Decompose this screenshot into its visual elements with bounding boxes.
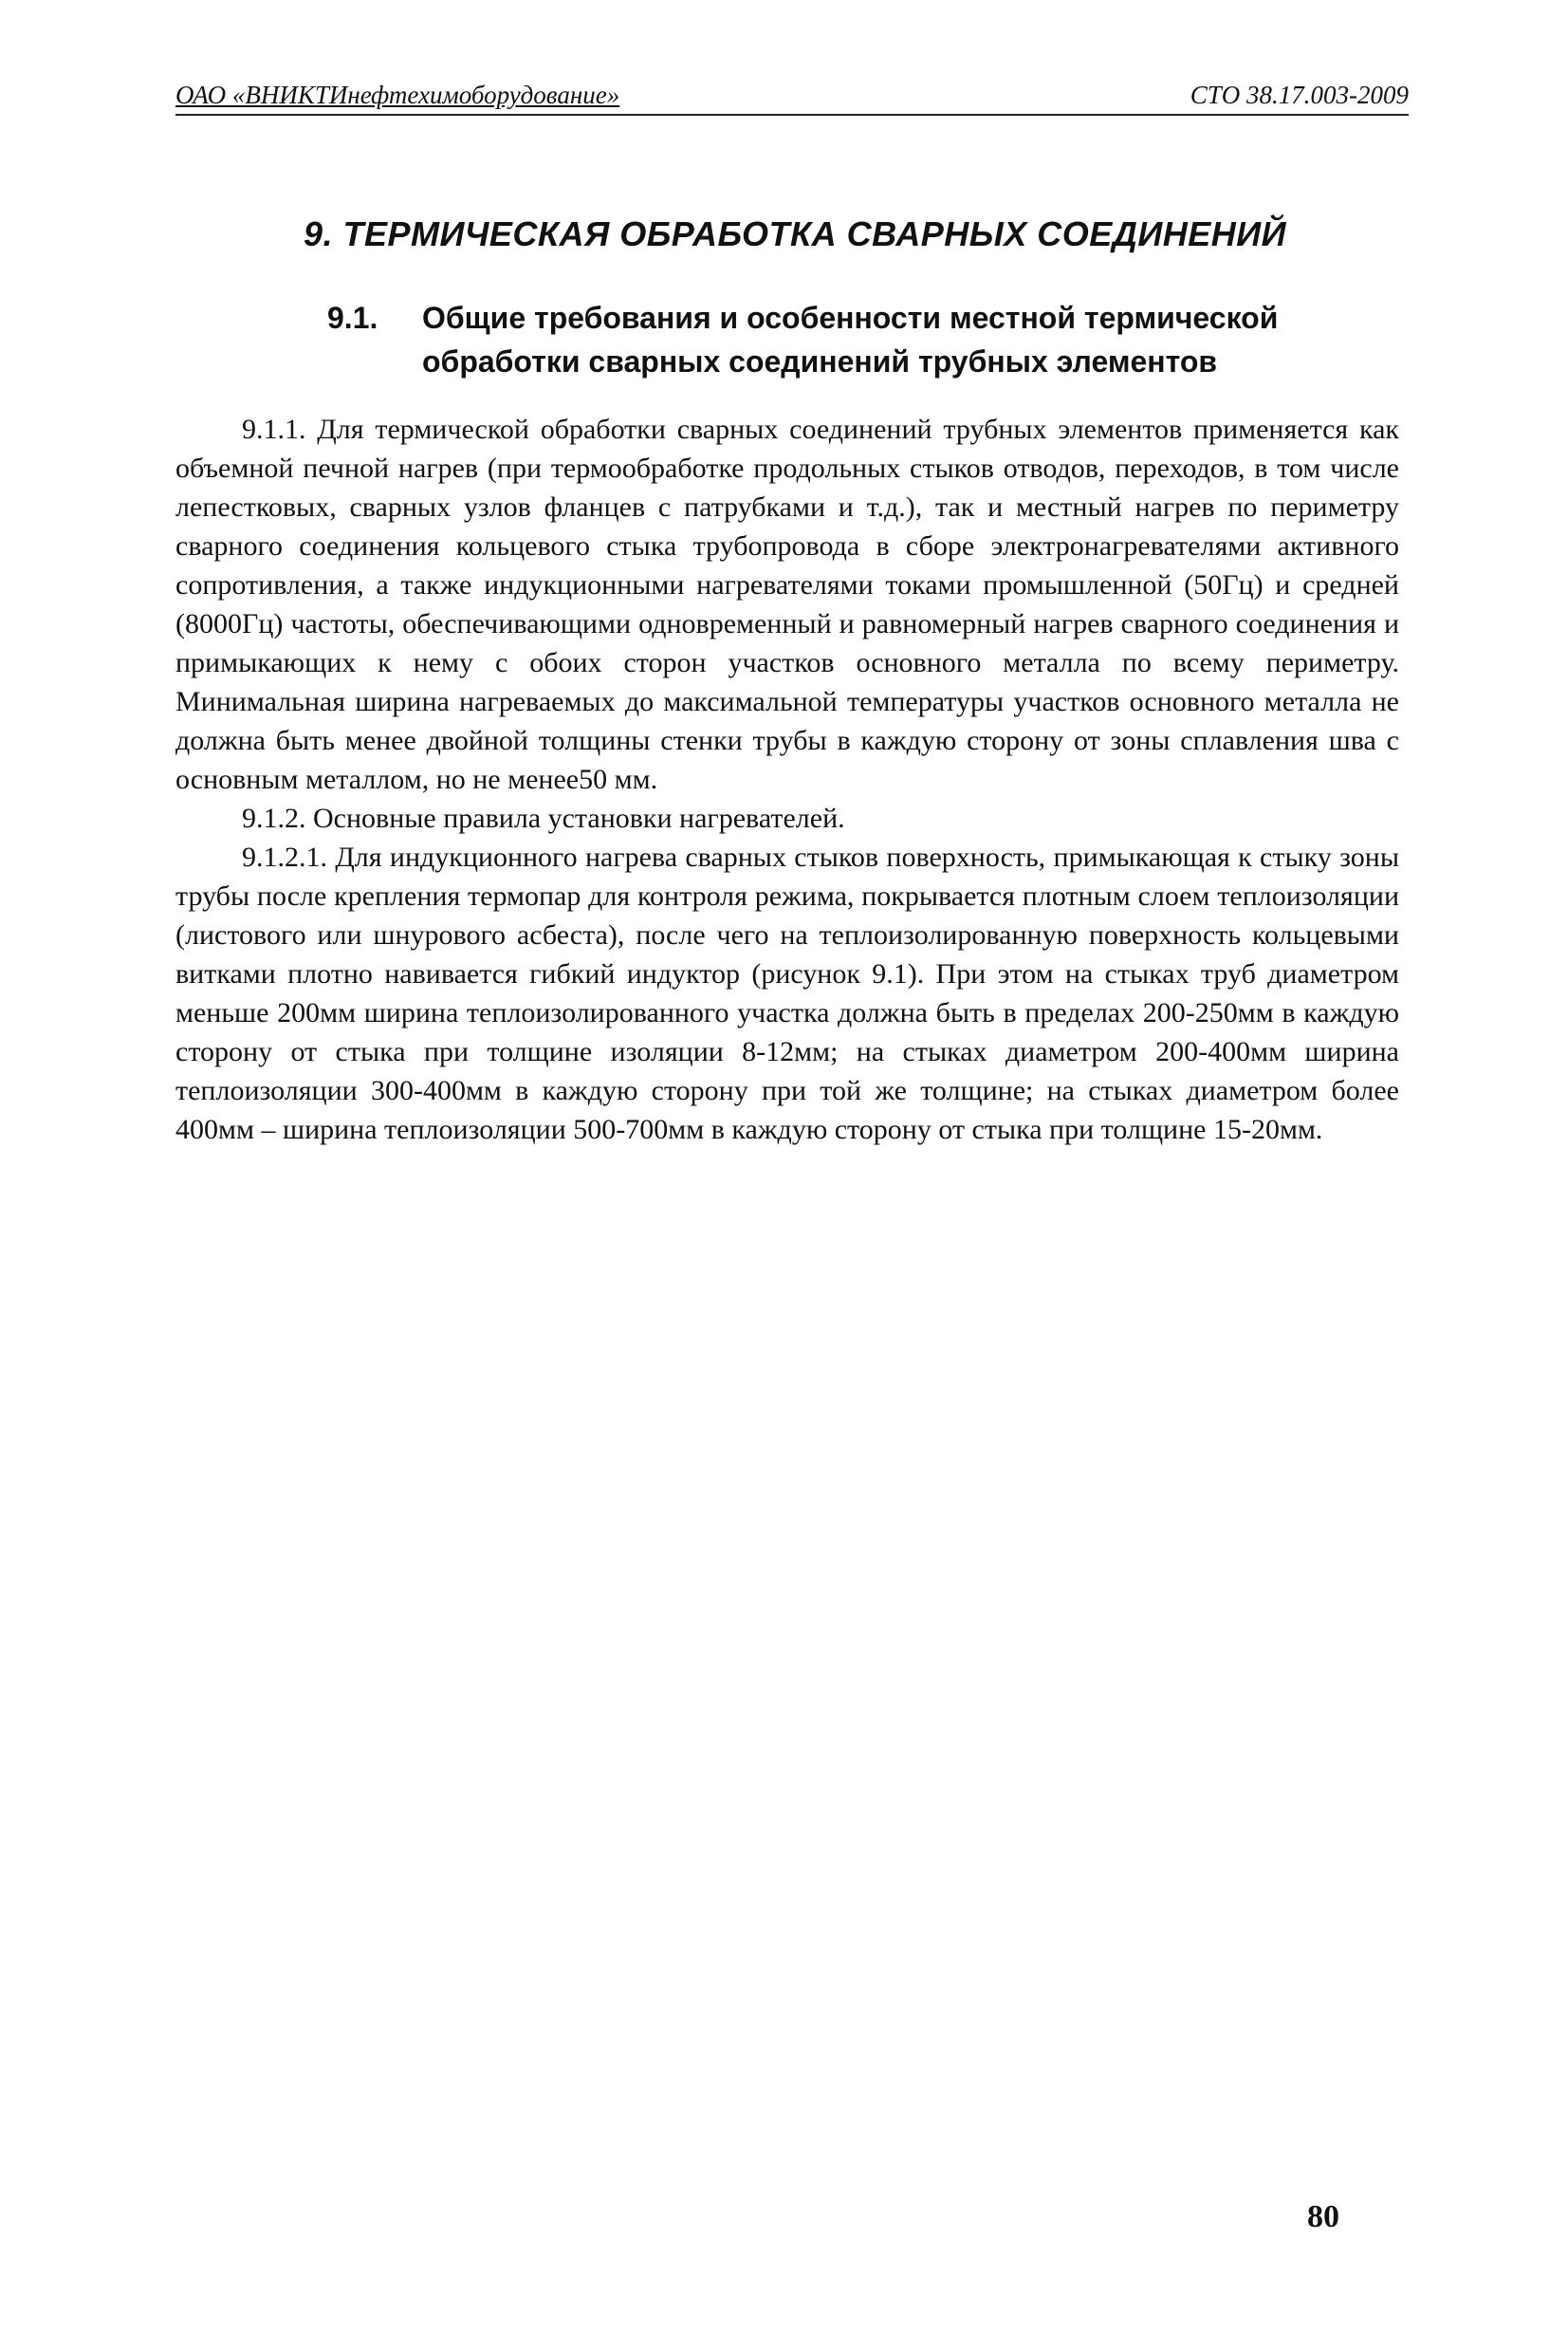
page-header [175, 76, 1409, 116]
header-standard-code: СТО 38.17.003-2009 [1190, 81, 1409, 109]
subsection-heading [327, 296, 1428, 383]
page-number: 80 [1307, 2199, 1339, 2234]
section-title: 9. ТЕРМИЧЕСКАЯ ОБРАБОТКА СВАРНЫХ СОЕДИНЕНИЙ [304, 214, 1287, 253]
paragraph-9-1-2-1: 9.1.2.1. Для индукционного нагрева сварных стыков поверхность, примыкающая к стыку зоны трубы после крепления термопар для контроля режима, покрывается плотным слоем теплоизоляции (листового или шнурового асбеста), после чего на теплоизолированную поверхность кольцевыми витками плотно навивается гибкий индуктор (рисунок 9.1). При этом на стыках труб диаметром меньше 200мм ширина теплоизолированного участка должна быть в пределах 200-250мм в каждую сторону от стыка при толщине изоляции 8-12мм; на стыках диаметром 200-400мм ширина теплоизоляции 300-400мм в каждую сторону при той же толщине; на стыках диаметром более 400мм – ширина теплоизоляции 500-700мм в каждую сторону от стыка при толщине 15-20мм. [175, 842, 1399, 1145]
body-text [175, 410, 1399, 1149]
paragraph-9-1-1: 9.1.1. Для термической обработки сварных соединений трубных элементов применяется как объемной печной нагрев (при термообработке продольных стыков отводов, переходов, в том числе лепестковых, сварных узлов фланцев с патрубками и т.д.), так и местный нагрев по периметру сварного соединения кольцевого стыка трубопровода в сборе электронагревателями активного сопротивления, а также индукционными нагревателями токами промышленной (50Гц) и средней (8000Гц) частоты, обеспечивающими одновременный и равномерный нагрев сварного соединения и примыкающих к нему с обоих сторон участков основного металла по всему периметру. Минимальная ширина нагреваемых до максимальной температуры участков основного металла не должна быть менее двойной толщины стенки трубы в каждую сторону от зоны сплавления шва с основным металлом, но не менее50 мм. [175, 414, 1399, 795]
paragraph-9-1-2: 9.1.2. Основные правила установки нагревателей. [242, 803, 845, 834]
subsection-number: 9.1. [327, 301, 378, 335]
header-organization: ОАО «ВНИКТИнефтехимоборудование» [175, 81, 620, 109]
subsection-title: Общие требования и особенности местной термической обработки сварных соединений трубных элементов [422, 301, 1279, 379]
